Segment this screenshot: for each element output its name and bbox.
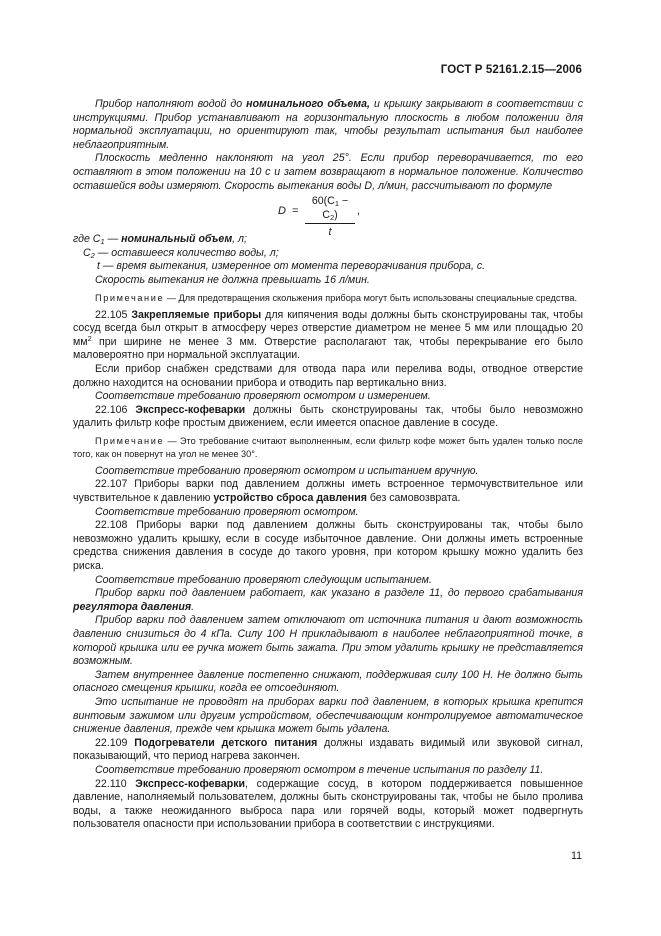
- compliance-22-109: Соответствие требованию проверяют осмотром в течение испытания по разделу 11.: [95, 763, 544, 776]
- formula-numerator: $60(C_1 - C_2)$: [311, 195, 349, 222]
- note-label: Примечание: [95, 435, 165, 446]
- compliance-22-107: Соответствие требованию проверяют осмотром.: [95, 505, 359, 518]
- clause-22-105: 22.105 Закрепляемые приборы для кипячения воды должны быть сконструированы так, чтобы сосуд всегда был открыт в атмосферу через отверстие диаметром не менее 5 мм или площадью 20 $мм^2$ при ширине не менее 3 мм. Отверстие располагают так, чтобы перекрывание его было маловероятно при нормальной эксплуатации.: [73, 308, 583, 362]
- document-body: [73, 98, 583, 832]
- clause-22-106: 22.106 Экспресс-кофеварки должны быть сконструированы так, чтобы было невозможно удалить фильтр кофе простым движением, если имеется опасное давление в сосуде.: [73, 403, 583, 430]
- clause-22-107: 22.107 Приборы варки под давлением должны иметь встроенное термочувствительное или чувствительное к давлению устройство сброса давления без самовозврата.: [73, 478, 583, 505]
- test-exception: Это испытание не проводят на приборах варки под давлением, в которых крышка крепится винтовым зажимом или другим устройством, обеспечивающим контролируемое автоматическое снижение давления, прежде чем крышка может быть удалена.: [73, 695, 583, 736]
- page-number: 11: [571, 850, 582, 862]
- clause-22-108: 22.108 Приборы варки под давлением должны быть сконструированы так, чтобы было невозможно удалить крышку, если в сосуде избыточное давление. Они должны иметь встроенные средства снижения давления в сосуде до такого уровня, при котором крышку можно удалить без риска.: [73, 519, 583, 573]
- document-header: ГОСТ Р 52161.2.15—2006: [440, 64, 582, 76]
- test-step-1: Прибор варки под давлением работает, как указано в разделе 11, до первого срабатывания регулятора давления.: [73, 587, 583, 613]
- formula-equals: =: [292, 205, 299, 218]
- note-coffee-filter: Примечание — Это требование считают выполненным, если фильтр кофе может быть удален только после того, как он повернут на угол не менее 30°.: [73, 435, 583, 459]
- where-t: t — время вытекания, измеренное от момента переворачивания прибора, с.: [97, 260, 486, 273]
- compliance-22-108: Соответствие требованию проверяют следующим испытанием.: [95, 573, 432, 586]
- clause-22-109: 22.109 Подогреватели детского питания должны издавать видимый или звуковой сигнал, показывающий, что период нагрева закончен.: [73, 736, 583, 763]
- compliance-22-105: Соответствие требованию проверяют осмотром и измерением.: [95, 390, 431, 403]
- formula-lhs: D: [278, 205, 286, 218]
- where-c2: $C_2$ — оставшееся количество воды, л;: [83, 246, 279, 260]
- note-label: Примечание: [95, 292, 165, 303]
- where-c1: где $C_1$ — номинальный объем, л;: [73, 233, 247, 247]
- formula-comma: ,: [357, 205, 361, 218]
- clause-22-105-steam: Если прибор снабжен средствами для отвода пара или перелива воды, отводное отверстие должно находится на основании прибора и отводить пар вертикально вниз.: [73, 362, 583, 389]
- formula-outflow-rate: [73, 195, 583, 239]
- term-nominal-volume: номинального объема,: [246, 98, 370, 110]
- paragraph-tilt-procedure: Плоскость медленно наклоняют на угол 25°. Если прибор переворачивается, то его оставляют в этом положении на 10 с и затем возвращают в нормальное положение. Количество оставшейся воды измеряют. Скорость вытекания воды D, л/мин, рассчитывают по формуле: [73, 152, 583, 192]
- test-step-2: Прибор варки под давлением затем отключают от источника питания и дают возможность давлению снизиться до 4 кПа. Силу 100 Н прикладывают в наиболее неблагоприятной точке, в которой крышка или ее ручка может быть зажата. При этом удалить крышку не представляется возможным.: [73, 614, 583, 668]
- compliance-22-106: Соответствие требованию проверяют осмотром и испытанием вручную.: [95, 464, 479, 477]
- paragraph-fill-procedure: Прибор наполняют водой до номинального объема, и крышку закрывают в соответствии с инструкциями. Прибор устанавливают на горизонтальную плоскость в любом положении для нормальной эксплуатации, но ориентируют так, чтобы результат испытания был наиболее неблагоприятным.: [73, 98, 583, 151]
- formula-denominator: t: [328, 226, 332, 239]
- test-step-3: Затем внутреннее давление постепенно снижают, поддерживая силу 100 Н. Не должно быть опасного смещения крышки, когда ее отсоединяют.: [73, 668, 583, 695]
- note-anti-slip: Примечание — Для предотвращения скольжения прибора могут быть использованы специальные средства.: [95, 292, 578, 303]
- clause-22-110: 22.110 Экспресс-кофеварки, содержащие сосуд, в котором поддерживается повышенное давление, наполняемый пользователем, должны быть сконструированы так, чтобы не было пролива воды, а также неожиданного выброса пара или горячей воды, который может подвергнуть пользователя опасности при использовании прибора в соответствии с инструкциями.: [73, 777, 583, 831]
- formula-fraction: [305, 195, 355, 240]
- paragraph-rate-limit: Скорость вытекания не должна превышать 16 л/мин.: [95, 273, 370, 286]
